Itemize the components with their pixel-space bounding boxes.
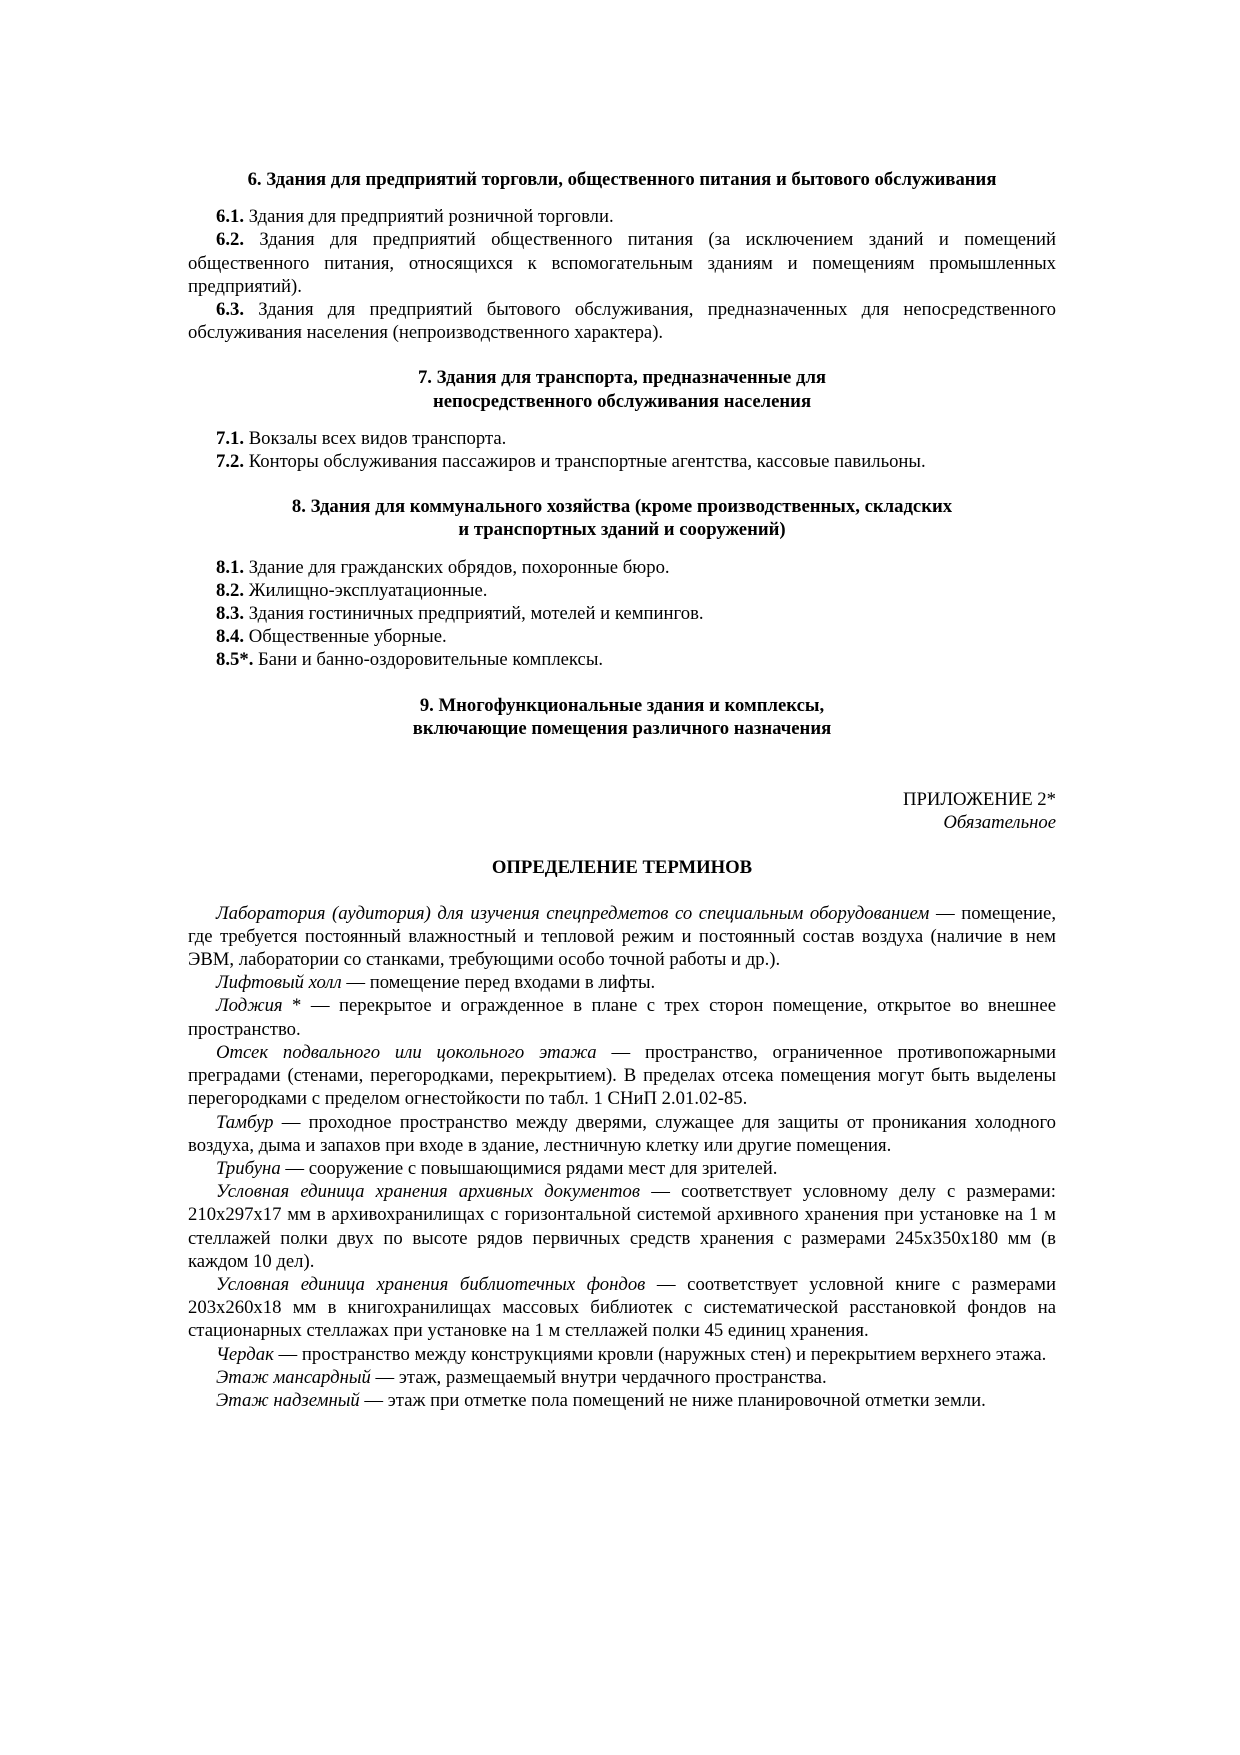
list-item (188, 427, 1056, 450)
item-text: Жилищно-эксплуатационные. (244, 579, 488, 601)
item-text: Здания для предприятий общественного питания (за исключением зданий и помещений общественного питания, относящихся к вспомогательным зданиям и помещениям промышленных предприятий). (188, 229, 1056, 297)
term-text: — пространство между конструкциями кровли (наружных стен) и перекрытием верхнего этажа. (273, 1343, 1047, 1365)
term-name: Лоджия (216, 995, 283, 1017)
item-number: 8.2. (216, 579, 245, 601)
term-name: Этаж мансардный (216, 1366, 371, 1388)
term-definition (188, 994, 1056, 1040)
item-text: Конторы обслуживания пассажиров и транспортные агентства, кассовые павильоны. (244, 451, 926, 473)
item-text: Здания для предприятий розничной торговли. (244, 206, 614, 228)
section-8-heading-line-1: 8. Здания для коммунального хозяйства (кроме производственных, складских (291, 496, 953, 518)
item-text: Бани и банно-оздоровительные комплексы. (253, 649, 604, 671)
list-item (188, 625, 1056, 648)
item-number: 6.2. (216, 229, 245, 251)
term-text: — помещение перед входами в лифты. (341, 972, 656, 994)
appendix-status: Обязательное (943, 812, 1056, 834)
term-name: Отсек подвального или цокольного этажа (216, 1041, 597, 1063)
section-8-heading (188, 495, 1056, 541)
term-definition (188, 971, 1056, 994)
term-definition (188, 1389, 1056, 1412)
item-number: 8.4. (216, 626, 245, 648)
section-7-heading-line-2: непосредственного обслуживания населения (432, 390, 812, 412)
item-number: 7.2. (216, 451, 245, 473)
term-name: Тамбур (216, 1111, 274, 1133)
item-number: 6.1. (216, 206, 245, 228)
term-text: — сооружение с повышающимися рядами мест для зрителей. (280, 1157, 778, 1179)
section-9-heading-line-1: 9. Многофункциональные здания и комплексы, (419, 694, 825, 716)
term-text: — этаж, размещаемый внутри чердачного пространства. (370, 1366, 827, 1388)
term-text: — пространство, ограниченное противопожарными преградами (стенами, перегородками, перекрытием). В пределах отсека помещения могут быть выделены перегородками с пределом огнестойкости по табл. 1 СНиП 2.01.02-85. (188, 1041, 1056, 1110)
item-number: 8.1. (216, 556, 245, 578)
list-item (188, 205, 1056, 228)
section-9-heading (188, 694, 1056, 740)
term-text: — соответствует условному делу с размерами: 210х297х17 мм в архивохранилищах с горизонтальной системой архивного хранения при установке на 1 м стеллажей полки двух по высоте рядов первичных средств хранения с размерами 245х350х180 мм (в каждом 10 дел). (188, 1181, 1056, 1272)
list-item (188, 556, 1056, 579)
term-name: Условная единица хранения архивных документов (216, 1181, 641, 1203)
term-name: Этаж надземный (216, 1389, 360, 1411)
term-definition (188, 1157, 1056, 1180)
appendix-label: ПРИЛОЖЕНИЕ 2* (902, 789, 1056, 811)
item-number: 6.3. (216, 299, 245, 321)
item-text: Здания гостиничных предприятий, мотелей и кемпингов. (244, 603, 704, 625)
list-item (188, 298, 1056, 344)
list-item (188, 228, 1056, 298)
section-9-heading-line-2: включающие помещения различного назначения (412, 717, 832, 739)
term-text: * — перекрытое и огражденное в плане с трех сторон помещение, открытое во внешнее пространство. (188, 995, 1056, 1040)
item-text: Здания для предприятий бытового обслуживания, предназначенных для непосредственного обслуживания населения (непроизводственного характера). (188, 299, 1056, 344)
section-7-heading-line-1: 7. Здания для транспорта, предназначенные для (417, 367, 827, 389)
term-definition (188, 1343, 1056, 1366)
term-definition (188, 1180, 1056, 1273)
item-number: 8.5*. (216, 649, 254, 671)
term-name: Условная единица хранения библиотечных фондов (216, 1273, 646, 1295)
document-page (188, 168, 1056, 1412)
list-item (188, 450, 1056, 473)
term-name: Лифтовый холл (216, 972, 342, 994)
term-definition (188, 902, 1056, 972)
term-name: Трибуна (216, 1157, 281, 1179)
term-name: Чердак (216, 1343, 274, 1365)
term-definition (188, 1041, 1056, 1111)
term-name: Лаборатория (аудитория) для изучения спецпредметов со специальным оборудованием (216, 902, 930, 924)
section-8-heading-line-2: и транспортных зданий и сооружений) (458, 519, 786, 541)
appendix-title: ОПРЕДЕЛЕНИЕ ТЕРМИНОВ (491, 857, 753, 879)
term-text: — помещение, где требуется постоянный влажностный и тепловой режим и постоянный состав воздуха (наличие в нем ЭВМ, лаборатории со станками, требующими особо точной работы и др.). (188, 902, 1057, 971)
list-item (188, 579, 1056, 602)
term-text: — этаж при отметке пола помещений не ниже планировочной отметки земли. (359, 1389, 986, 1411)
term-text: — проходное пространство между дверями, служащее для защиты от проникания холодного воздуха, дыма и запахов при входе в здание, лестничную клетку или другие помещения. (188, 1111, 1056, 1156)
term-definition (188, 1273, 1056, 1343)
term-text: — соответствует условной книге с размерами 203х260х18 мм в книгохранилищах массовых библиотек с систематической расстановкой фондов на стационарных стеллажах при установке на 1 м стеллажей полки 45 единиц хранения. (188, 1273, 1056, 1342)
list-item (188, 602, 1056, 625)
term-definition (188, 1111, 1056, 1157)
term-definition (188, 1366, 1056, 1389)
item-number: 8.3. (216, 603, 245, 625)
item-text: Здание для гражданских обрядов, похоронные бюро. (244, 556, 670, 578)
item-number: 7.1. (216, 427, 245, 449)
item-text: Вокзалы всех видов транспорта. (244, 427, 507, 449)
list-item (188, 648, 1056, 671)
section-6-heading: 6. Здания для предприятий торговли, общественного питания и бытового обслуживания (247, 169, 997, 190)
section-7-heading (188, 366, 1056, 412)
item-text: Общественные уборные. (244, 626, 447, 648)
